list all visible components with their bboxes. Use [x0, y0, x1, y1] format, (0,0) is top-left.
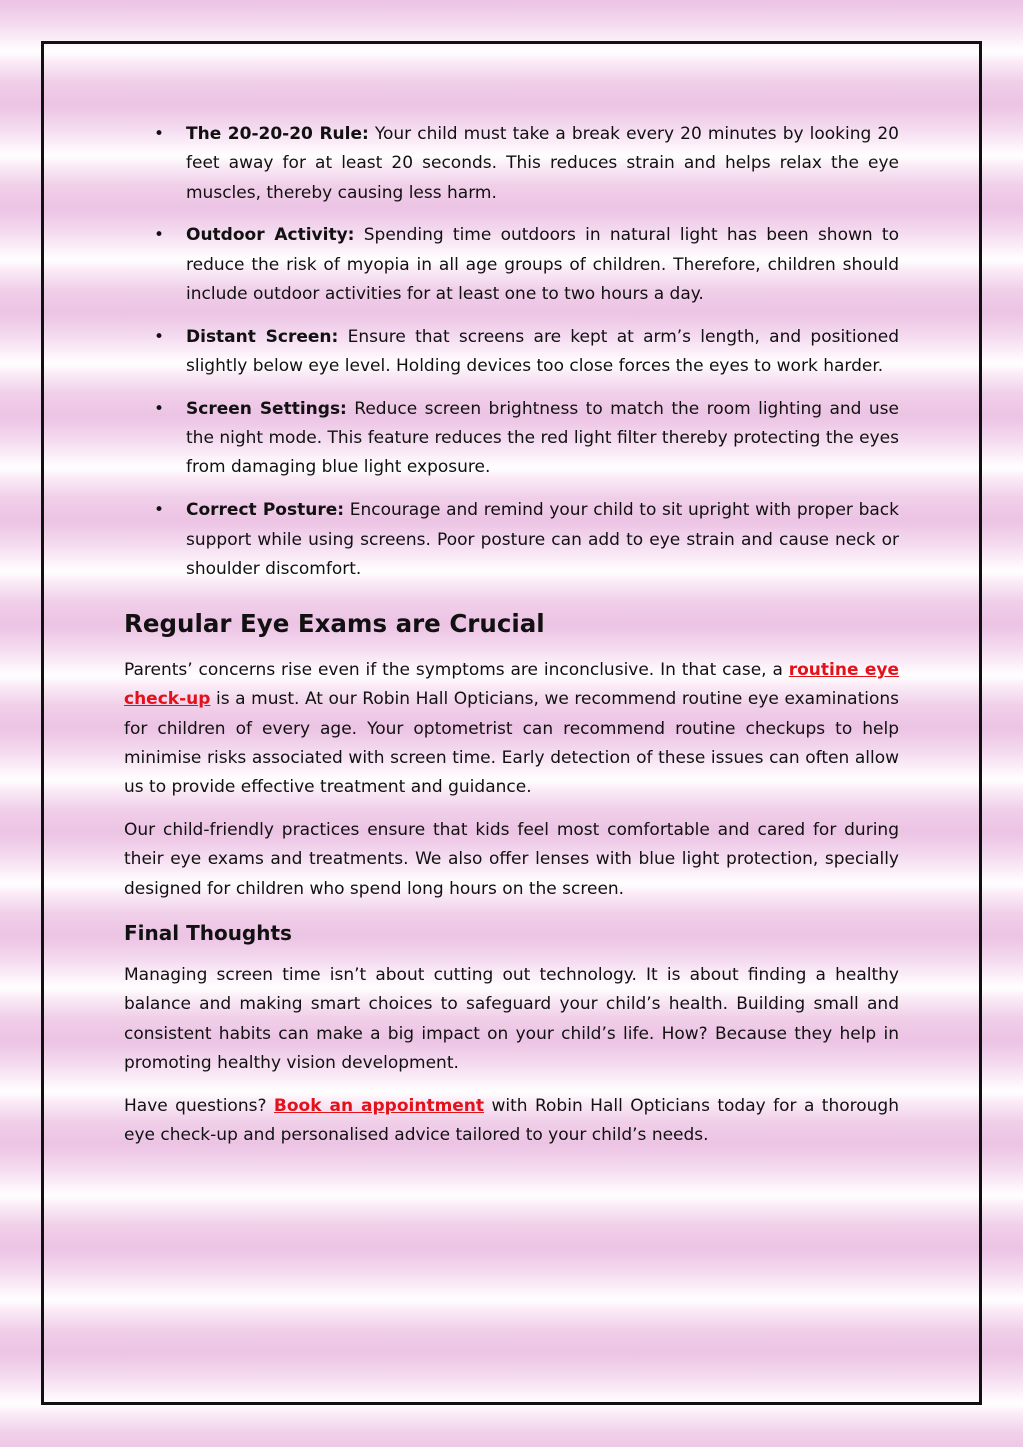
tip-text: Spending time outdoors in natural light has been shown to reduce the risk of myopia in all age groups of children. Therefore, children should include outdoor activities for at least one to two hours a day.	[186, 225, 899, 304]
tip-term: Correct Posture:	[186, 500, 345, 521]
list-item	[124, 395, 899, 483]
tip-term: Outdoor Activity:	[186, 225, 355, 246]
regular-exams-paragraph-2: Our child-friendly practices ensure that kids feel most comfortable and cared for during their eye exams and treatments. We also offer lenses with blue light protection, specially designed for children who spend long hours on the screen.	[124, 820, 899, 899]
paragraph-text: is a must. At our Robin Hall Opticians, we recommend routine eye examinations for children of every age. Your optometrist can recommend routine checkups to help minimise risks associated with screen time. Early detection of these issues can often allow us to provide effective treatment and guidance.	[124, 689, 899, 798]
tip-term: Screen Settings:	[186, 398, 347, 419]
screen-time-tips-list	[124, 120, 899, 584]
book-appointment-link[interactable]: Book an appointment	[273, 1095, 485, 1116]
document-content	[124, 120, 899, 1164]
bullet-marker: •	[154, 500, 165, 521]
tip-text: Your child must take a break every 20 minutes by looking 20 feet away for at least 20 seconds. This reduces strain and helps relax the eye muscles, thereby causing less harm.	[186, 124, 899, 203]
tip-text: Ensure that screens are kept at arm’s length, and positioned slightly below eye level. Holding devices too close forces the eyes to work harder.	[186, 326, 899, 377]
bullet-marker: •	[154, 398, 165, 419]
tip-term: Distant Screen:	[186, 326, 339, 347]
tip-term: The 20-20-20 Rule:	[186, 124, 369, 144]
regular-eye-exams-heading: Regular Eye Exams are Crucial	[124, 609, 545, 639]
list-item	[124, 221, 899, 309]
final-thoughts-heading: Final Thoughts	[124, 921, 292, 946]
final-thoughts-paragraph-1: Managing screen time isn’t about cutting out technology. It is about finding a healthy balance and making smart choices to safeguard your child’s health. Building small and consistent habits can make a big impact on your child’s life. How? Because they help in promoting healthy vision development.	[124, 965, 899, 1073]
bullet-marker: •	[154, 225, 165, 246]
final-thoughts-paragraph-2	[124, 1092, 899, 1151]
list-item	[124, 120, 899, 208]
regular-exams-paragraph-1	[124, 656, 899, 802]
paragraph-text: with Robin Hall Opticians today for a thorough eye check-up and personalised advice tailored to your child’s needs.	[124, 1095, 899, 1146]
paragraph-text: Parents’ concerns rise even if the symptoms are inconclusive. In that case, a	[124, 660, 789, 681]
list-item	[124, 323, 899, 382]
paragraph-text: Have questions?	[124, 1095, 274, 1116]
bullet-marker: •	[154, 124, 165, 144]
bullet-marker: •	[154, 326, 165, 347]
tip-text: Reduce screen brightness to match the room lighting and use the night mode. This feature reduces the red light filter thereby protecting the eyes from damaging blue light exposure.	[186, 398, 899, 478]
tip-text: Encourage and remind your child to sit upright with proper back support while using screens. Poor posture can add to eye strain and cause neck or shoulder discomfort.	[186, 500, 899, 579]
routine-eye-check-up-link[interactable]: routine eye check-up	[124, 660, 900, 710]
list-item	[124, 496, 899, 584]
